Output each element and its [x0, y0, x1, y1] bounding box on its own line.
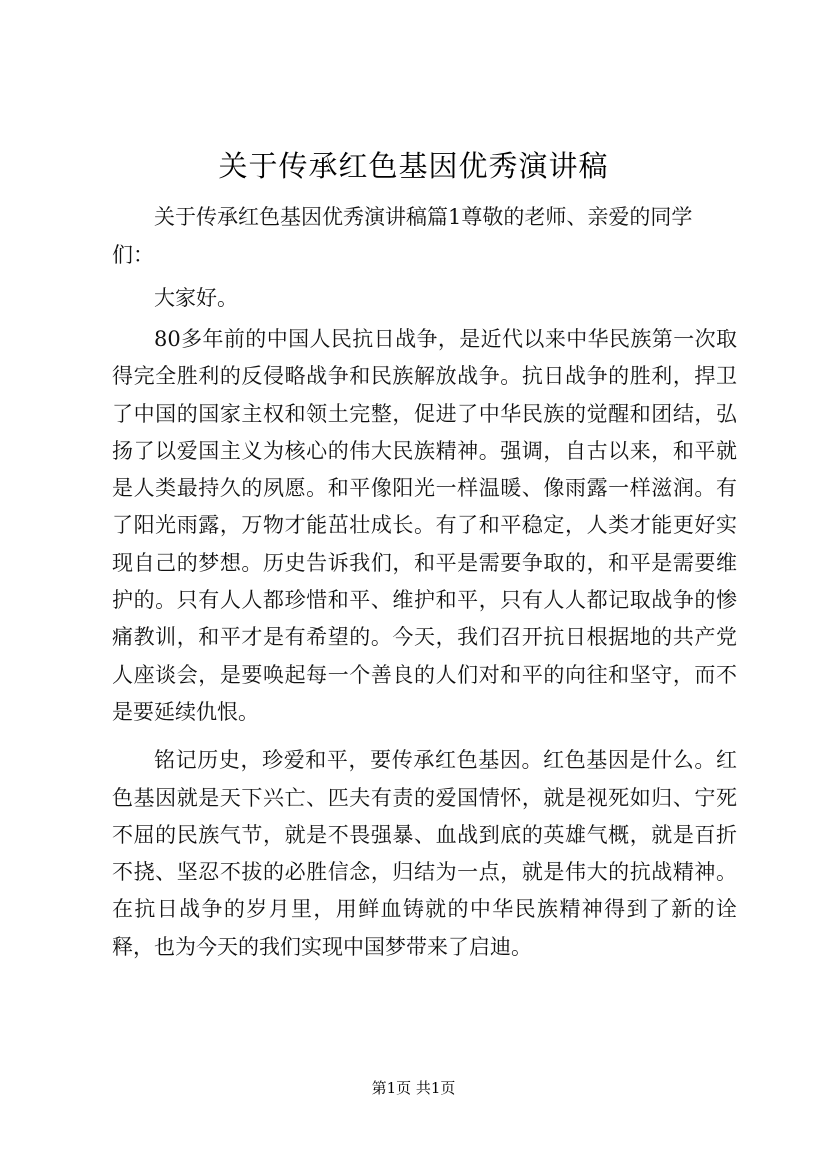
- greeting-paragraph: 大家好。: [154, 286, 238, 310]
- intro-paragraph: 关于传承红色基因优秀演讲稿篇1尊敬的老师、亲爱的同学们：: [112, 205, 693, 267]
- page-footer: 第1页 共1页: [371, 1079, 456, 1097]
- body-text: [112, 321, 737, 966]
- body-paragraph-1: 80多年前的中国人民抗日战争，是近代以来中华民族第一次取得完全胜利的反侵略战争和民族解放战争。抗日战争的胜利，捍卫了中国的国家主权和领土完整，促进了中华民族的觉醒和团结，弘扬了以爱国主义为核心的伟大民族精神。强调，自古以来，和平就是人类最持久的夙愿。和平像阳光一样温暖、像雨露一样滋润。有了阳光雨露，万物才能茁壮成长。有了和平稳定，人类才能更好实现自己的梦想。历史告诉我们，和平是需要争取的，和平是需要维护的。只有人人都珍惜和平、维护和平，只有人人都记取战争的惨痛教训，和平才是有希望的。今天，我们召开抗日根据地的共产党人座谈会，是要唤起每一个善良的人们对和平的向往和坚守，而不是要延续仇恨。: [112, 327, 737, 724]
- body-paragraph-2: 铭记历史，珍爱和平，要传承红色基因。红色基因是什么。红色基因就是天下兴亡、匹夫有责的爱国情怀，就是视死如归、宁死不屈的民族气节，就是不畏强暴、血战到底的英雄气概，就是百折不挠、坚忍不拔的必胜信念，归结为一点，就是伟大的抗战精神。在抗日战争的岁月里，用鲜血铸就的中华民族精神得到了新的诠释，也为今天的我们实现中国梦带来了启迪。: [112, 748, 737, 959]
- document-title: 关于传承红色基因优秀演讲稿: [218, 149, 609, 183]
